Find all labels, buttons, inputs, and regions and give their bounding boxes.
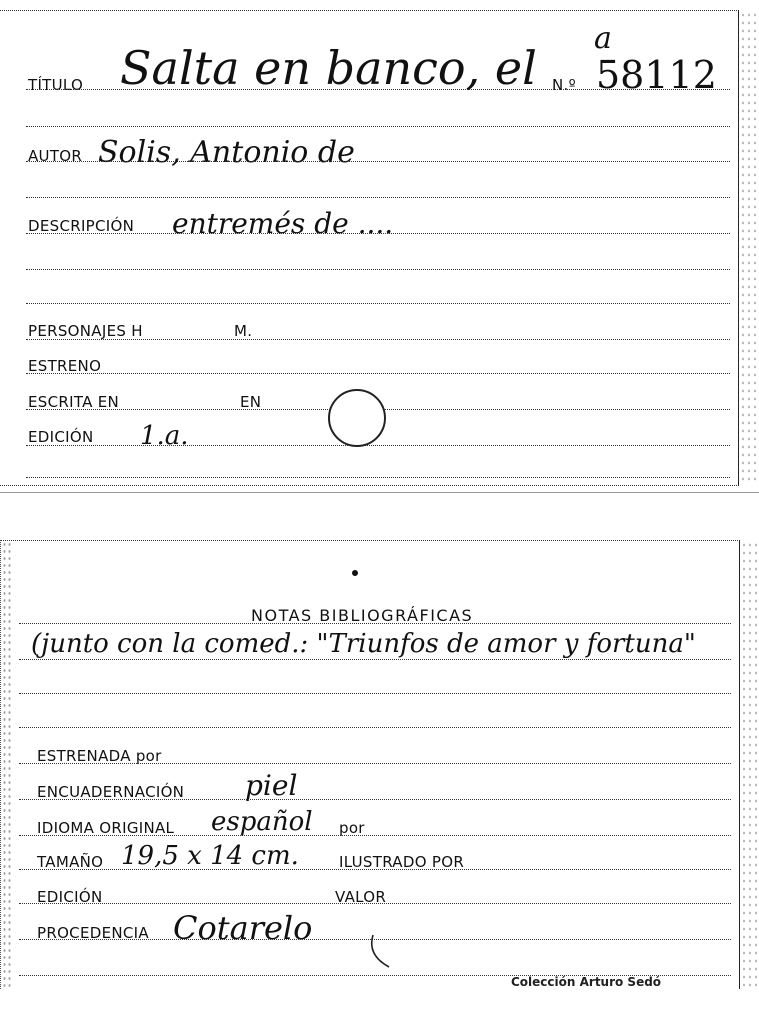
- rule-line: [26, 233, 730, 234]
- estrenada-label: ESTRENADA por: [37, 747, 162, 765]
- descripcion-value: entremés de ....: [172, 207, 394, 240]
- ink-dot: [352, 570, 358, 576]
- rule-line: [26, 269, 730, 270]
- catalog-card-front: [0, 10, 739, 486]
- tamano-label: TAMAÑO: [37, 853, 104, 871]
- rule-line: [19, 693, 731, 694]
- procedencia-value: Cotarelo: [173, 909, 313, 947]
- notas-value: (junto con la comed.: "Triunfos de amor y fortuna": [31, 629, 696, 659]
- idioma-por-label: por: [339, 819, 365, 837]
- autor-label: AUTOR: [28, 147, 83, 165]
- numero-superscript: a: [594, 21, 612, 56]
- rule-line: [26, 126, 730, 127]
- descripcion-label: DESCRIPCIÓN: [28, 217, 135, 235]
- rule-line: [19, 623, 731, 624]
- ilustrado-label: ILUSTRADO POR: [339, 853, 465, 871]
- rule-line: [19, 659, 731, 660]
- rule-line: [26, 303, 730, 304]
- rule-line: [19, 869, 731, 870]
- idioma-label: IDIOMA ORIGINAL: [37, 819, 175, 837]
- rule-line: [26, 445, 730, 446]
- rule-line: [26, 161, 730, 162]
- rule-line: [26, 197, 730, 198]
- valor-label: VALOR: [335, 888, 387, 906]
- titulo-value: Salta en banco, el: [120, 41, 537, 95]
- personajes-label: PERSONAJES H: [28, 322, 143, 340]
- catalog-card-back: [0, 540, 740, 989]
- rule-line: [26, 339, 730, 340]
- paper-edge-speckle: [0, 541, 11, 989]
- collection-stamp: Colección Arturo Sedó: [511, 975, 662, 989]
- idioma-value: español: [211, 807, 313, 837]
- rule-line: [19, 835, 731, 836]
- paper-edge-speckle: [741, 541, 759, 989]
- titulo-label: TÍTULO: [28, 76, 84, 94]
- edicion-back-label: EDICIÓN: [37, 888, 103, 906]
- escrita-label: ESCRITA EN: [28, 393, 120, 411]
- personajes-m-label: M.: [234, 322, 253, 340]
- punch-hole: [328, 389, 386, 447]
- edicion-value: 1.a.: [140, 421, 189, 451]
- encuadernacion-value: piel: [245, 769, 298, 802]
- paper-edge-speckle: [740, 11, 759, 485]
- edicion-label: EDICIÓN: [28, 428, 94, 446]
- tamano-value: 19,5 x 14 cm.: [121, 841, 299, 871]
- numero-label: N.º: [552, 76, 576, 94]
- rule-line: [26, 477, 730, 478]
- rule-line: [19, 903, 731, 904]
- rule-line: [26, 373, 730, 374]
- rule-line: [19, 799, 731, 800]
- autor-value: Solis, Antonio de: [98, 135, 355, 170]
- procedencia-label: PROCEDENCIA: [37, 924, 149, 942]
- estreno-label: ESTRENO: [28, 357, 102, 375]
- rule-line: [26, 89, 730, 90]
- card-divider: [0, 492, 759, 493]
- rule-line: [19, 727, 731, 728]
- numero-value: 58112: [596, 53, 717, 97]
- escrita-en-label: EN: [240, 393, 262, 411]
- notas-heading: NOTAS BIBLIOGRÁFICAS: [251, 606, 474, 625]
- punch-hole-arc: [367, 933, 407, 973]
- rule-line: [19, 763, 731, 764]
- encuadernacion-label: ENCUADERNACIÓN: [37, 783, 185, 801]
